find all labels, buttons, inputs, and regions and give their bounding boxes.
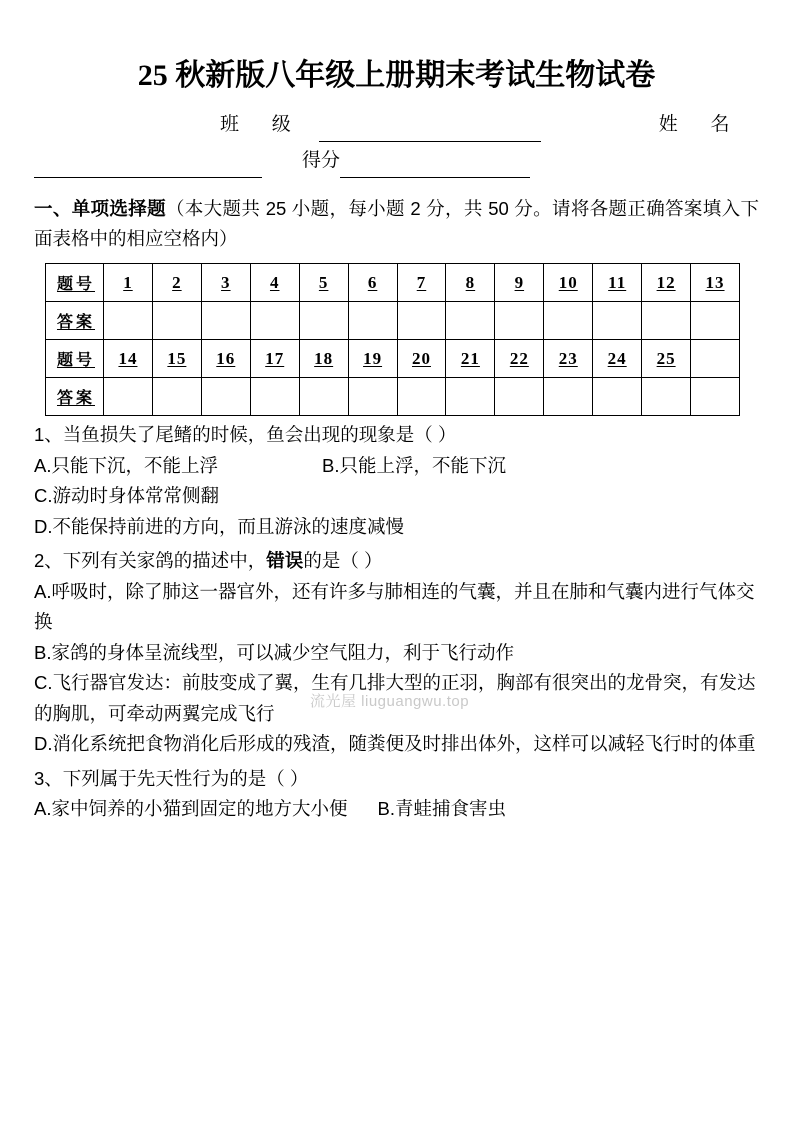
row-header-answer: 答案 xyxy=(46,378,104,416)
question-number-cell: 7 xyxy=(397,264,446,302)
question-number-cell: 2 xyxy=(152,264,201,302)
table-row xyxy=(46,340,740,378)
answer-cell[interactable] xyxy=(691,302,740,340)
answer-cell[interactable] xyxy=(544,302,593,340)
question-2-stem-part2: 的是（ ） xyxy=(303,550,383,571)
answer-cell[interactable] xyxy=(495,302,544,340)
section-number: 一、 xyxy=(34,198,72,219)
question-number-cell: 11 xyxy=(593,264,642,302)
answer-cell[interactable] xyxy=(348,302,397,340)
question-number-cell: 25 xyxy=(642,340,691,378)
watermark: 流光屋 liuguangwu.top xyxy=(310,693,470,710)
answer-cell[interactable] xyxy=(299,378,348,416)
answer-cell[interactable] xyxy=(250,302,299,340)
question-2-stem-emphasis: 错误 xyxy=(266,550,304,571)
question-number-cell: 23 xyxy=(544,340,593,378)
question-number-cell: 17 xyxy=(250,340,299,378)
page-title: 25 秋新版八年级上册期末考试生物试卷 xyxy=(137,59,656,92)
answer-cell[interactable] xyxy=(152,378,201,416)
section-name: 单项选择题 xyxy=(71,198,166,219)
question-1-options-ab xyxy=(34,451,759,482)
answer-cell[interactable] xyxy=(446,302,495,340)
question-3-option-a[interactable]: A.家中饲养的小猫到固定的地方大小便 xyxy=(34,798,348,819)
question-2-option-c[interactable]: C.飞行器官发达：前肢变成了翼，生有几排大型的正羽，胸部有很突出的龙骨突，有发达的胸肌，可牵动两翼完成飞行 xyxy=(34,672,756,724)
answer-cell[interactable] xyxy=(544,378,593,416)
question-number-cell: 20 xyxy=(397,340,446,378)
question-number-cell: 14 xyxy=(104,340,153,378)
question-number-cell: 4 xyxy=(250,264,299,302)
question-number-cell: 3 xyxy=(201,264,250,302)
question-1-option-b[interactable]: B.只能上浮，不能下沉 xyxy=(321,454,506,476)
answer-cell[interactable] xyxy=(104,378,153,416)
row-header-question-number: 题号 xyxy=(46,340,104,378)
table-row xyxy=(46,264,740,302)
row-header-question-number: 题号 xyxy=(46,264,104,302)
class-field-label: 班 级 xyxy=(220,114,305,135)
question-number-cell: 15 xyxy=(152,340,201,378)
question-number-cell: 16 xyxy=(201,340,250,378)
question-number-cell: 21 xyxy=(446,340,495,378)
answer-cell[interactable] xyxy=(299,302,348,340)
question-1-stem: 1、当鱼损失了尾鳍的时候，鱼会出现的现象是（ ） xyxy=(34,424,457,445)
question-1 xyxy=(34,420,759,542)
question-number-cell: 24 xyxy=(593,340,642,378)
question-number-cell: 22 xyxy=(495,340,544,378)
answer-cell[interactable] xyxy=(593,302,642,340)
table-row xyxy=(46,302,740,340)
answer-cell[interactable] xyxy=(250,378,299,416)
question-number-cell: 13 xyxy=(691,264,740,302)
question-2-option-b[interactable]: B.家鸽的身体呈流线型，可以减少空气阻力，利于飞行动作 xyxy=(34,641,514,663)
question-1-option-d[interactable]: D.不能保持前进的方向，而且游泳的速度减慢 xyxy=(34,515,405,537)
question-3 xyxy=(34,764,759,825)
answer-cell[interactable] xyxy=(495,378,544,416)
class-field-blank[interactable] xyxy=(319,121,541,142)
question-number-cell: 5 xyxy=(299,264,348,302)
answer-cell[interactable] xyxy=(201,302,250,340)
answer-cell[interactable] xyxy=(397,378,446,416)
question-2-option-a[interactable]: A.呼吸时，除了肺这一器官外，还有许多与肺相连的气囊，并且在肺和气囊内进行气体交换 xyxy=(34,580,755,632)
answer-cell[interactable] xyxy=(152,302,201,340)
answer-cell[interactable] xyxy=(348,378,397,416)
name-field-blank[interactable] xyxy=(34,157,262,178)
section-instructions-line2: 请将各题正确答案填入下面表格中的相应空格内） xyxy=(34,198,759,249)
score-field-label: 得分 xyxy=(302,150,341,171)
question-2-stem xyxy=(34,546,759,577)
answer-cell[interactable] xyxy=(397,302,446,340)
table-row xyxy=(46,378,740,416)
answer-cell[interactable] xyxy=(201,378,250,416)
answer-cell[interactable] xyxy=(446,378,495,416)
question-2 xyxy=(34,546,759,760)
identity-row-class-name xyxy=(34,108,759,142)
question-number-cell: 1 xyxy=(104,264,153,302)
answer-cell[interactable] xyxy=(691,378,740,416)
question-number-cell-empty xyxy=(691,340,740,378)
question-1-option-a[interactable]: A.只能下沉，不能上浮 xyxy=(34,454,218,476)
question-3-stem: 3、下列属于先天性行为的是（ ） xyxy=(34,767,309,789)
answer-cell[interactable] xyxy=(104,302,153,340)
question-number-cell: 19 xyxy=(348,340,397,378)
question-number-cell: 6 xyxy=(348,264,397,302)
score-field-blank[interactable] xyxy=(340,157,530,178)
section-heading xyxy=(34,194,759,254)
name-field-label: 姓 名 xyxy=(658,114,744,135)
question-number-cell: 8 xyxy=(446,264,495,302)
question-3-options-ab xyxy=(34,794,759,825)
answer-cell[interactable] xyxy=(642,378,691,416)
question-number-cell: 9 xyxy=(495,264,544,302)
answer-sheet-table xyxy=(45,263,740,416)
answer-cell[interactable] xyxy=(642,302,691,340)
section-instructions-line1: （本大题共 25 小题，每小题 2 分，共 50 分。 xyxy=(165,198,552,219)
question-number-cell: 18 xyxy=(299,340,348,378)
question-1-option-c[interactable]: C.游动时身体常常侧翻 xyxy=(34,485,220,506)
question-3-option-b[interactable]: B.青蛙捕食害虫 xyxy=(377,798,506,819)
answer-cell[interactable] xyxy=(593,378,642,416)
identity-row-score xyxy=(34,144,759,178)
question-2-stem-part1: 2、下列有关家鸽的描述中， xyxy=(34,550,267,571)
question-2-option-d[interactable]: D.消化系统把食物消化后形成的残渣，随粪便及时排出体外，这样可以减轻飞行时的体重 xyxy=(34,733,756,754)
question-number-cell: 10 xyxy=(544,264,593,302)
question-number-cell: 12 xyxy=(642,264,691,302)
row-header-answer: 答案 xyxy=(46,302,104,340)
